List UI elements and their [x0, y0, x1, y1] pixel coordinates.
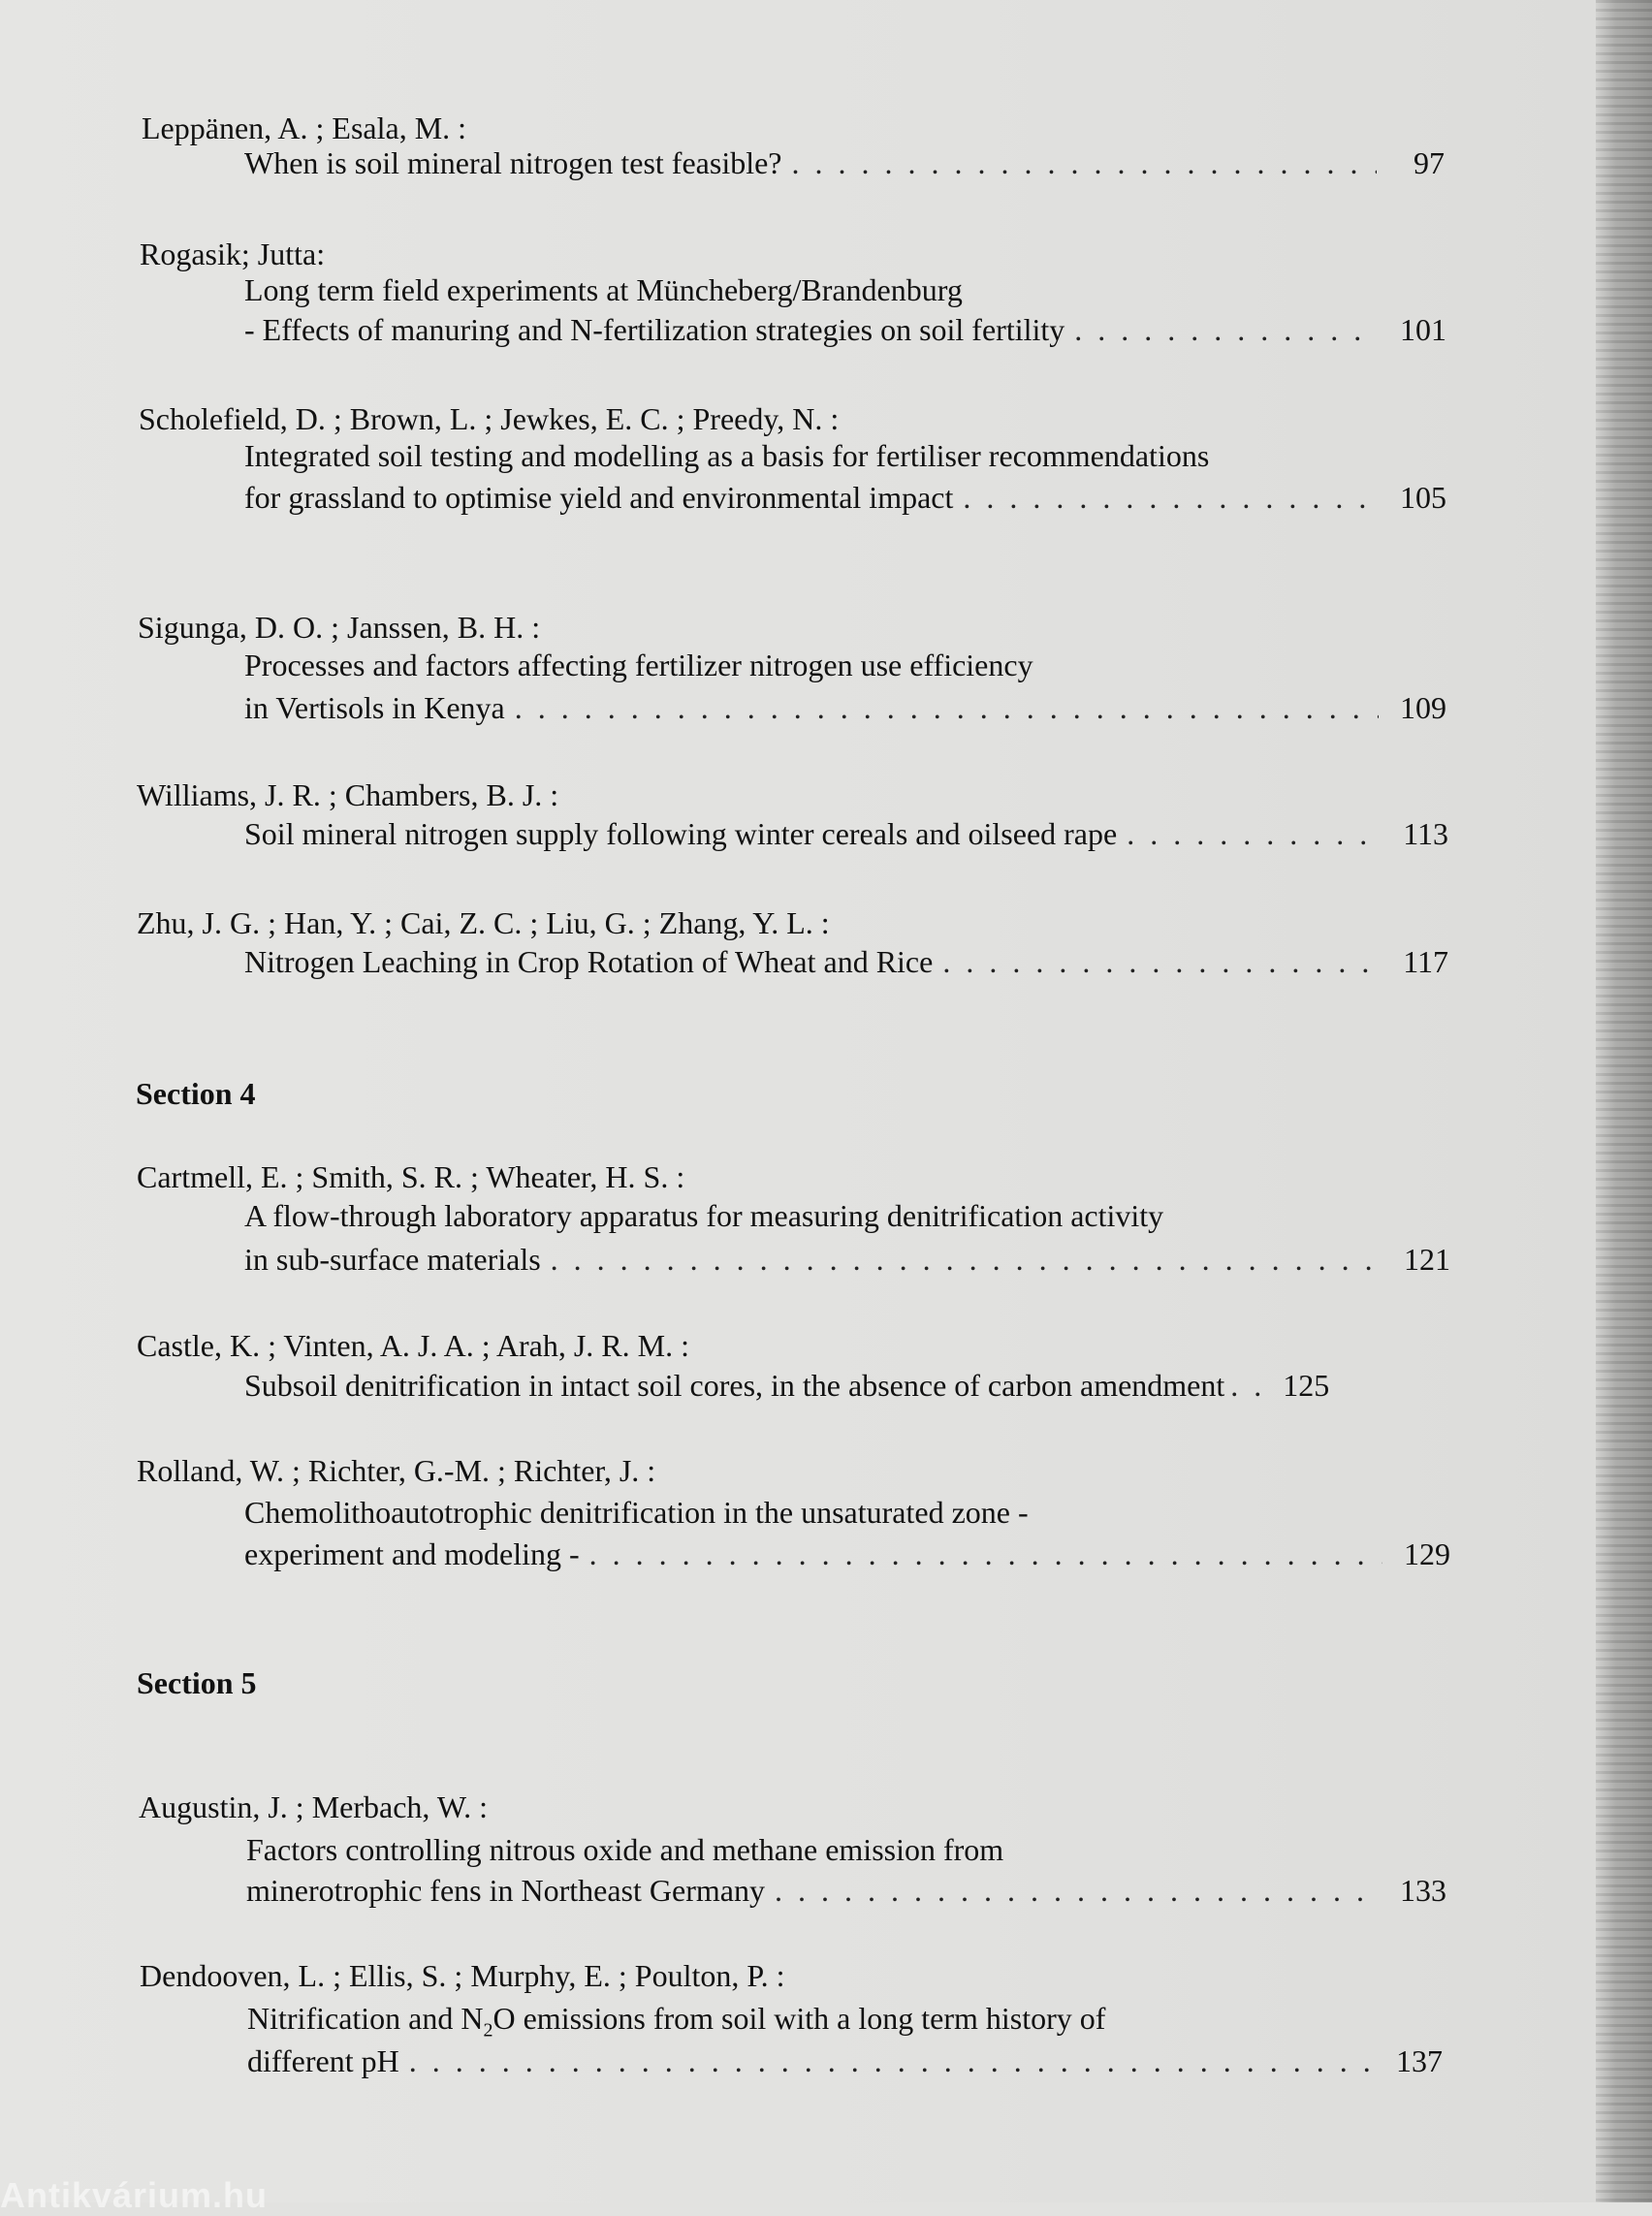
subscript: 2: [483, 2019, 493, 2042]
leader-dots: [551, 1240, 1382, 1279]
entry-page: 109: [1400, 690, 1446, 725]
entry-authors: Sigunga, D. O. ; Janssen, B. H. :: [138, 610, 541, 645]
leader-dots: [1074, 310, 1379, 349]
entry-authors: Scholefield, D. ; Brown, L. ; Jewkes, E. C. ; Preedy, N. :: [139, 401, 840, 436]
leader-dots: [1230, 1366, 1265, 1405]
entry-title: Subsoil denitrification in intact soil cores, in the absence of carbon amendment: [244, 1368, 1225, 1403]
section-heading: Section 4: [136, 1076, 256, 1111]
toc-line: [244, 143, 1445, 182]
toc-line: [244, 1366, 1450, 1405]
entry-title: When is soil mineral nitrogen test feasible?: [244, 145, 782, 180]
entry-title: different pH: [247, 2043, 399, 2078]
entry-page: 97: [1414, 145, 1445, 180]
entry-title: Soil mineral nitrogen supply following winter cereals and oilseed rape: [244, 816, 1118, 851]
entry-authors: Castle, K. ; Vinten, A. J. A. ; Arah, J. R. M. :: [137, 1328, 689, 1363]
entry-page: 117: [1403, 944, 1448, 979]
leader-dots: [589, 1535, 1382, 1573]
entry-authors: Rogasik; Jutta:: [140, 237, 326, 271]
entry-title: in Vertisols in Kenya: [244, 690, 505, 725]
entry-title: - Effects of manuring and N-fertilization strategies on soil fertility: [244, 312, 1065, 347]
toc-line: [244, 1240, 1450, 1279]
entry-title: in sub-surface materials: [244, 1242, 541, 1277]
toc-line: [244, 310, 1446, 349]
title-part: Nitrification and N: [247, 2001, 484, 2036]
entry-title: Integrated soil testing and modelling as a basis for fertiliser recommendations: [244, 438, 1210, 473]
leader-dots: [409, 2042, 1375, 2080]
entry-page: 129: [1404, 1536, 1450, 1571]
entry-page: 125: [1283, 1368, 1330, 1403]
toc-line: [247, 2042, 1443, 2080]
entry-title: Long term field experiments at Müncheberg/Brandenburg: [244, 272, 963, 307]
entry-authors: Augustin, J. ; Merbach, W. :: [139, 1789, 488, 1824]
toc-line: [244, 1535, 1450, 1573]
entry-authors: Dendooven, L. ; Ellis, S. ; Murphy, E. ; Poulton, P. :: [140, 1958, 785, 1993]
entry-title: [247, 1999, 1106, 2042]
leader-dots: [963, 478, 1379, 517]
page-edge: [1596, 0, 1652, 2202]
entry-title: A flow-through laboratory apparatus for measuring denitrification activity: [244, 1198, 1164, 1233]
toc-line: [246, 1871, 1446, 1910]
watermark: Antikvárium.hu: [0, 2175, 269, 2215]
entry-authors: Williams, J. R. ; Chambers, B. J. :: [137, 777, 559, 812]
entry-title: for grassland to optimise yield and environmental impact: [244, 480, 954, 515]
entry-title: Processes and factors affecting fertilizer nitrogen use efficiency: [244, 648, 1033, 682]
entry-title: Chemolithoautotrophic denitrification in the unsaturated zone -: [244, 1495, 1029, 1530]
entry-title: minerotrophic fens in Northeast Germany: [246, 1873, 765, 1908]
section-heading: Section 5: [137, 1665, 257, 1700]
toc-line: [244, 478, 1446, 517]
entry-page: 101: [1400, 312, 1446, 347]
entry-authors: Leppänen, A. ; Esala, M. :: [142, 111, 467, 145]
entry-page: 105: [1400, 480, 1446, 515]
entry-title: Factors controlling nitrous oxide and methane emission from: [246, 1832, 1004, 1867]
entry-page: 121: [1404, 1242, 1450, 1277]
title-part: O emissions from soil with a long term history of: [492, 2001, 1106, 2036]
leader-dots: [1127, 814, 1381, 853]
leader-dots: [775, 1871, 1379, 1910]
leader-dots: [792, 143, 1378, 182]
entry-page: 137: [1396, 2043, 1443, 2078]
toc-line: [244, 688, 1446, 727]
entry-authors: Cartmell, E. ; Smith, S. R. ; Wheater, H. S. :: [137, 1159, 685, 1194]
toc-line: [244, 814, 1448, 853]
leader-dots: [515, 688, 1379, 727]
entry-title: experiment and modeling -: [244, 1536, 580, 1571]
toc-line: [244, 942, 1448, 981]
leader-dots: [942, 942, 1381, 981]
entry-page: 133: [1400, 1873, 1446, 1908]
entry-authors: Zhu, J. G. ; Han, Y. ; Cai, Z. C. ; Liu, G. ; Zhang, Y. L. :: [137, 905, 830, 940]
entry-title: Nitrogen Leaching in Crop Rotation of Wheat and Rice: [244, 944, 934, 979]
entry-page: 113: [1403, 816, 1448, 851]
entry-authors: Rolland, W. ; Richter, G.-M. ; Richter, J. :: [137, 1453, 656, 1488]
